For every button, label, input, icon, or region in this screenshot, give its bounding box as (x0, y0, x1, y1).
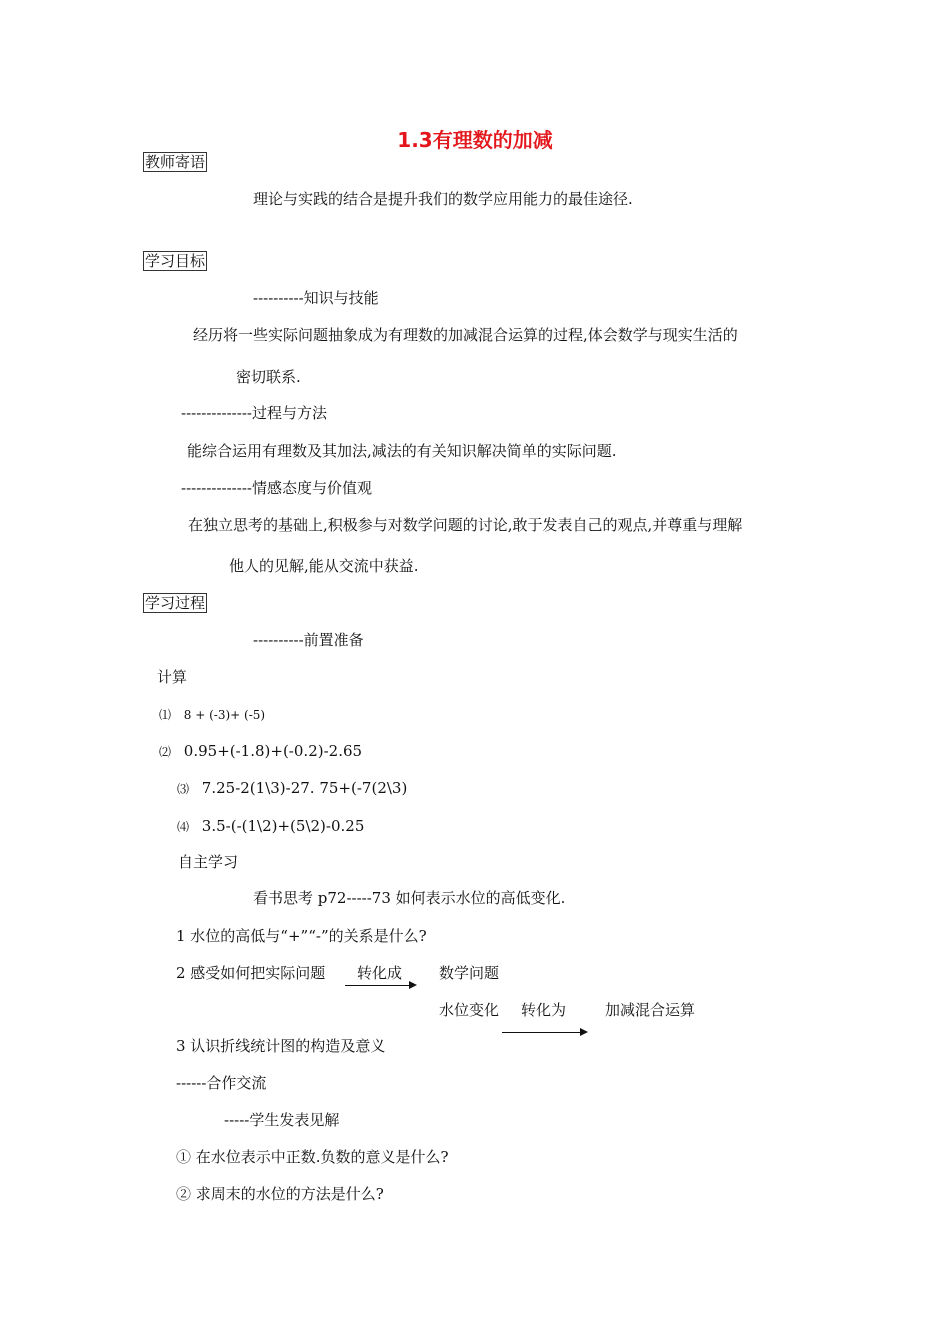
learning-goals-heading-label: 学习目标 (145, 252, 206, 270)
convert-arrow-icon (502, 1032, 586, 1033)
exercise-item (177, 816, 364, 837)
exercise-number: ⑵ (159, 745, 172, 759)
exercise-item (159, 704, 265, 725)
discussion-question-2: ② 求周末的水位的方法是什么? (176, 1185, 384, 1203)
goal-process-subheading: --------------过程与方法 (181, 404, 327, 422)
self-study-label: 自主学习 (178, 853, 239, 871)
goal-attitude-text-line2: 他人的见解,能从交流中获益. (229, 557, 419, 575)
goal-process-text: 能综合运用有理数及其加法,减法的有关知识解决简单的实际问题. (187, 442, 617, 460)
learning-process-heading (143, 593, 207, 613)
exercise-item (177, 778, 407, 799)
goal-knowledge-text-line1: 经历将一些实际问题抽象成为有理数的加减混合运算的过程,体会数学与现实生活的 (193, 326, 738, 344)
learning-process-heading-label: 学习过程 (145, 594, 206, 612)
convert-arrow-icon (345, 985, 415, 986)
exercise-expression: 7.25-2(1\3)-27. 75+(-7(2\3) (201, 779, 408, 797)
document-title: 1.3有理数的加减 (397, 128, 553, 152)
question-2-line2-right: 加减混合运算 (605, 1001, 696, 1019)
question-2-line2-arrow-label: 转化为 (521, 1001, 567, 1019)
exercise-number: ⑷ (177, 820, 190, 834)
goal-attitude-text-line1: 在独立思考的基础上,积极参与对数学问题的讨论,敢于发表自己的观点,并尊重与理解 (188, 516, 743, 534)
read-think-text: 看书思考 p72-----73 如何表示水位的高低变化. (253, 889, 566, 907)
exercise-number: ⑴ (159, 708, 172, 722)
goal-attitude-subheading: --------------情感态度与价值观 (181, 479, 372, 497)
question-1: 1 水位的高低与“+”“-”的关系是什么? (176, 927, 427, 945)
question-2-suffix: 数学问题 (439, 964, 500, 982)
question-3: 3 认识折线统计图的构造及意义 (176, 1037, 386, 1055)
question-2-arrow-label: 转化成 (357, 964, 403, 982)
goal-knowledge-subheading: ----------知识与技能 (253, 289, 379, 307)
learning-goals-heading (143, 251, 207, 271)
calculation-label: 计算 (157, 668, 188, 686)
teacher-message-heading (143, 152, 207, 172)
question-2-prefix: 2 感受如何把实际问题 (176, 964, 326, 982)
teacher-message-heading-label: 教师寄语 (145, 153, 206, 171)
cooperation-subheading: ------合作交流 (176, 1074, 267, 1092)
exercise-item (159, 741, 362, 762)
teacher-message-text: 理论与实践的结合是提升我们的数学应用能力的最佳途径. (253, 190, 633, 208)
discussion-question-1: ① 在水位表示中正数.负数的意义是什么? (176, 1148, 449, 1166)
exercise-expression: 8 + (-3)+ (-5) (183, 708, 266, 722)
exercise-expression: 0.95+(-1.8)+(-0.2)-2.65 (183, 742, 363, 760)
goal-knowledge-text-line2: 密切联系. (236, 368, 301, 386)
exercise-expression: 3.5-(-(1\2)+(5\2)-0.25 (201, 817, 365, 835)
exercise-number: ⑶ (177, 782, 190, 796)
student-opinion-subheading: -----学生发表见解 (224, 1111, 340, 1129)
preparation-subheading: ----------前置准备 (253, 631, 364, 649)
question-2-line2-left: 水位变化 (439, 1001, 500, 1019)
